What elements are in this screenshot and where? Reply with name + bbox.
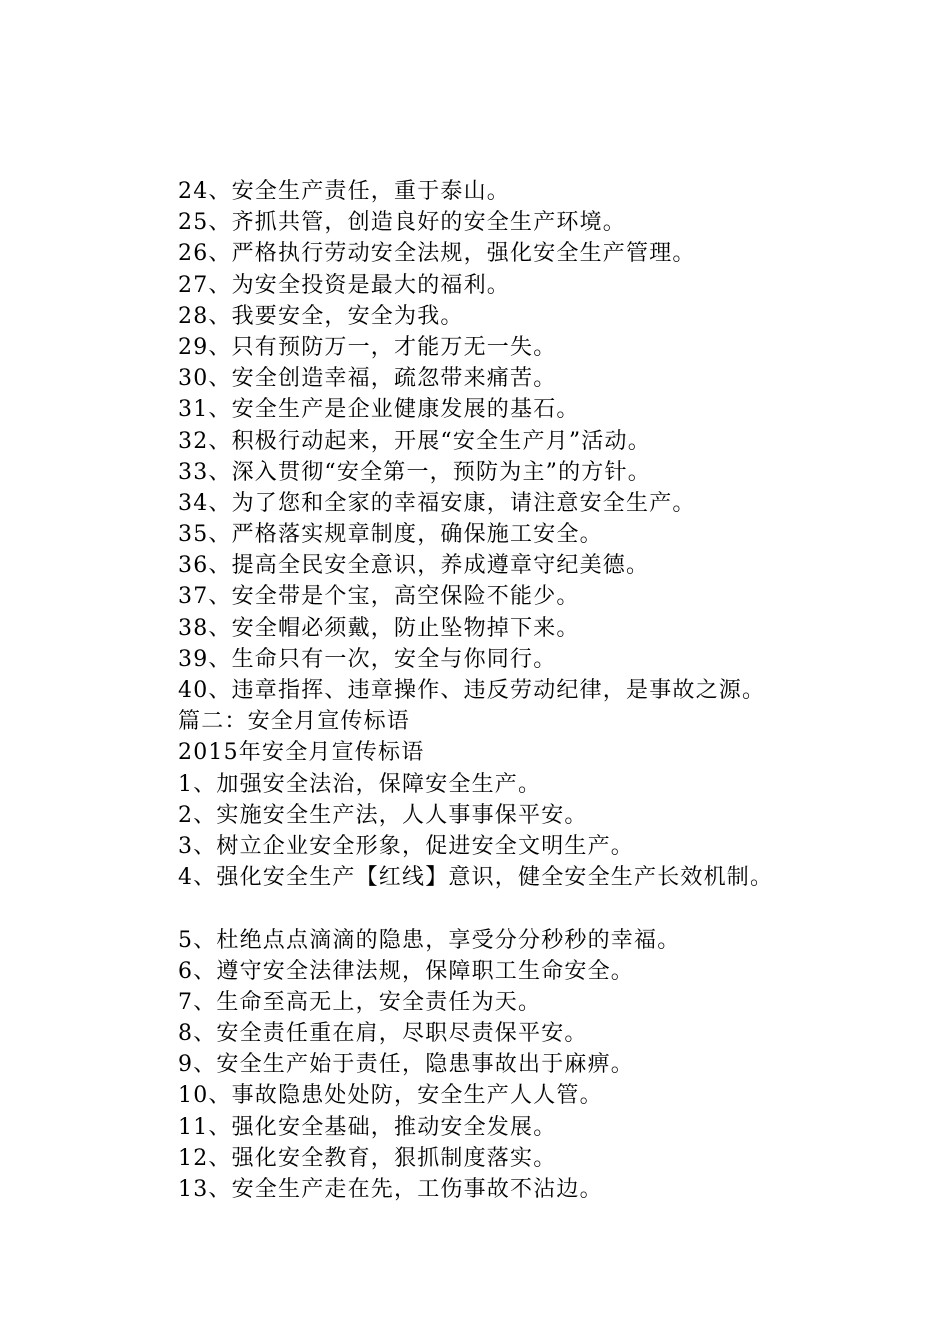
slogan-line: 11、强化安全基础，推动安全发展。 (178, 1114, 557, 1140)
slogan-line: 40、违章指挥、违章操作、违反劳动纪律，是事故之源。 (178, 678, 766, 703)
slogan-line: 12、强化安全教育，狠抓制度落实。 (178, 1145, 557, 1171)
slogan-line: 8、安全责任重在肩，尽职尽责保平安。 (178, 1021, 588, 1047)
slogan-line: 33、深入贯彻“安全第一，预防为主”的方针。 (178, 459, 651, 485)
slogan-line: 37、安全带是个宝，高空保险不能少。 (178, 584, 580, 610)
slogan-line: 5、杜绝点点滴滴的隐患，享受分分秒秒的幸福。 (178, 927, 681, 953)
slogan-line: 26、严格执行劳动安全法规，强化安全生产管理。 (178, 241, 696, 267)
slogan-line: 36、提高全民安全意识，养成遵章守纪美德。 (178, 553, 650, 579)
slogan-line: 31、安全生产是企业健康发展的基石。 (178, 397, 580, 423)
slogan-line: 24、安全生产责任，重于泰山。 (178, 179, 510, 204)
slogan-line: 2、实施安全生产法，人人事事保平安。 (178, 802, 588, 828)
slogan-line: 28、我要安全，安全为我。 (178, 303, 464, 329)
slogan-line: 7、生命至高无上，安全责任为天。 (178, 989, 542, 1015)
slogan-line: 25、齐抓共管，创造良好的安全生产环境。 (178, 210, 626, 236)
slogan-list-part2 (178, 769, 878, 894)
slogan-line: 30、安全创造幸福，疏忽带来痛苦。 (178, 366, 557, 392)
slogan-list-part3 (178, 925, 878, 1206)
blank-line (178, 893, 878, 924)
section-subheading: 2015年安全月宣传标语 (178, 740, 425, 766)
slogan-line: 27、为安全投资是最大的福利。 (178, 272, 510, 298)
slogan-line: 32、积极行动起来，开展“安全生产月”活动。 (178, 428, 651, 454)
slogan-line: 10、事故隐患处处防，安全生产人人管。 (178, 1083, 603, 1109)
slogan-line: 3、树立企业安全形象，促进安全文明生产。 (178, 833, 634, 859)
slogan-list-part1 (178, 176, 878, 706)
slogan-line: 39、生命只有一次，安全与你同行。 (178, 646, 557, 672)
slogan-line: 35、严格落实规章制度，确保施工安全。 (178, 522, 603, 548)
slogan-line: 13、安全生产走在先，工伤事故不沾边。 (178, 1177, 603, 1202)
slogan-line: 9、安全生产始于责任，隐患事故出于麻痹。 (178, 1052, 634, 1078)
slogan-line: 6、遵守安全法律法规，保障职工生命安全。 (178, 958, 634, 984)
slogan-line: 38、安全帽必须戴，防止坠物掉下来。 (178, 615, 580, 641)
document-body (178, 176, 878, 1205)
slogan-line: 34、为了您和全家的幸福安康，请注意安全生产。 (178, 490, 696, 516)
slogan-line: 29、只有预防万一，才能万无一失。 (178, 334, 557, 360)
slogan-line: 4、强化安全生产【红线】意识，健全安全生产长效机制。 (178, 865, 774, 891)
slogan-line: 1、加强安全法治，保障安全生产。 (178, 771, 542, 797)
section-heading: 篇二：安全月宣传标语 (178, 709, 411, 735)
